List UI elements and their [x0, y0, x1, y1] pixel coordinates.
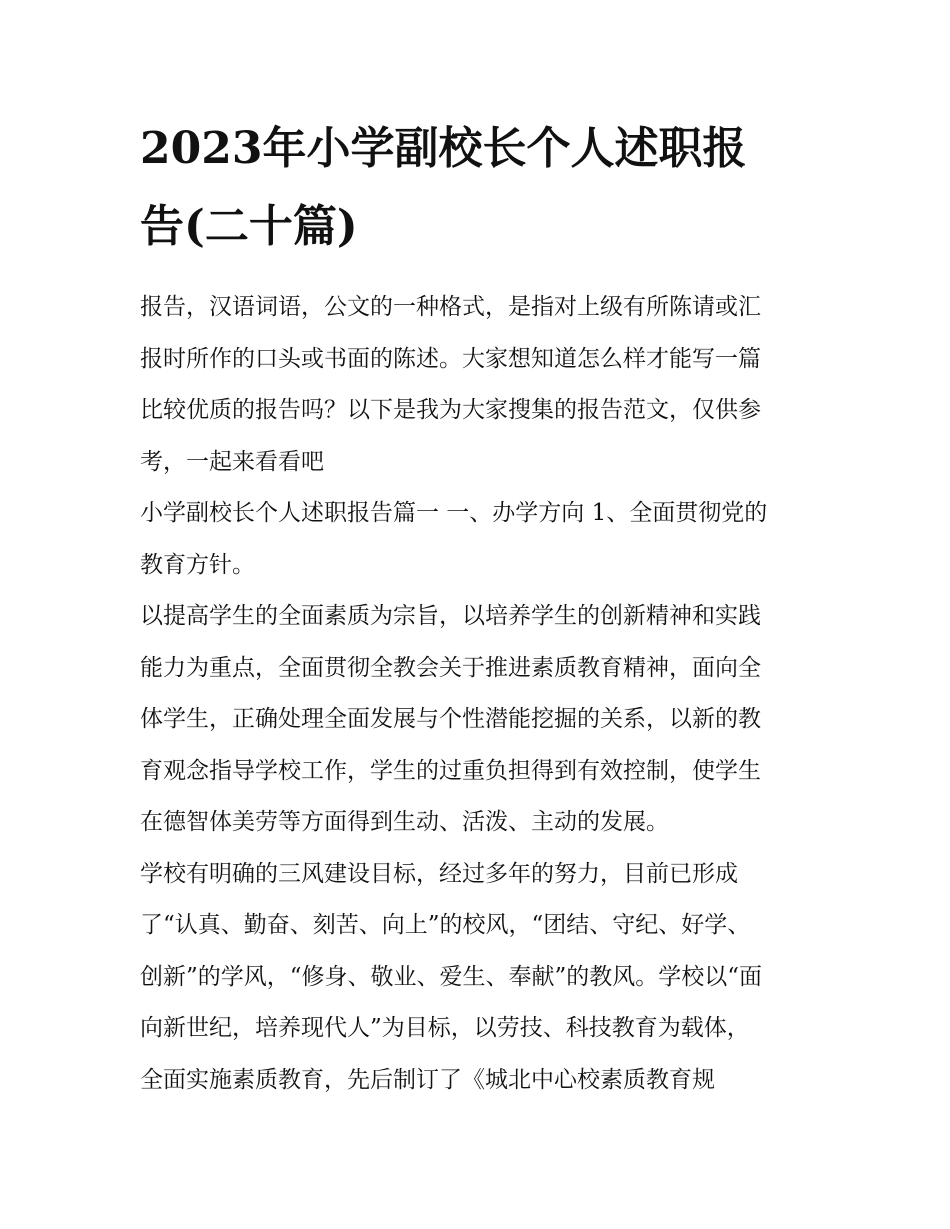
title-line-2: 告(二十篇) [140, 201, 358, 252]
document-body [140, 282, 812, 1106]
paragraph-section-heading [140, 488, 812, 591]
text-line: 体学生，正确处理全面发展与个性潜能挖掘的关系，以新的教 [140, 706, 761, 732]
paragraph-intro [140, 282, 812, 488]
paragraph-school-spirit [140, 849, 812, 1107]
text-line: 比较优质的报告吗？以下是我为大家搜集的报告范文，仅供参 [140, 397, 761, 423]
text-line: 报时所作的口头或书面的陈述。大家想知道怎么样才能写一篇 [140, 345, 761, 372]
text-line: 报告，汉语词语，公文的一种格式，是指对上级有所陈请或汇 [140, 294, 761, 320]
text-line: 能力为重点，全面贯彻全教会关于推进素质教育精神，面向全 [140, 654, 761, 681]
paragraph-education-goals [140, 591, 812, 849]
text-line: 以提高学生的全面素质为宗旨，以培养学生的创新精神和实践 [140, 603, 761, 629]
text-line: 小学副校长个人述职报告篇一 一、办学方向 1、全面贯彻党的 [140, 500, 768, 526]
text-line: 全面实施素质教育，先后制订了《城北中心校素质教育规 [140, 1066, 715, 1093]
text-line: 学校有明确的三风建设目标，经过多年的努力，目前已形成 [140, 860, 738, 887]
text-line: 在德智体美劳等方面得到生动、活泼、主动的发展。 [140, 809, 669, 835]
text-line: 教育方针。 [140, 551, 255, 578]
text-line: 了“认真、勤奋、刻苦、向上”的校风，“团结、守纪、好学、 [140, 912, 751, 938]
text-line: 向新世纪，培养现代人”为目标，以劳技、科技教育为载体， [140, 1015, 750, 1041]
document-page [140, 110, 812, 1106]
document-title [140, 110, 812, 266]
title-line-1: 2023年小学副校长个人述职报 [140, 123, 747, 174]
text-line: 创新”的学风，“修身、敬业、爱生、奉献”的教风。学校以“面 [140, 963, 763, 990]
text-line: 考，一起来看看吧 [140, 448, 324, 475]
text-line: 育观念指导学校工作，学生的过重负担得到有效控制，使学生 [140, 757, 761, 784]
